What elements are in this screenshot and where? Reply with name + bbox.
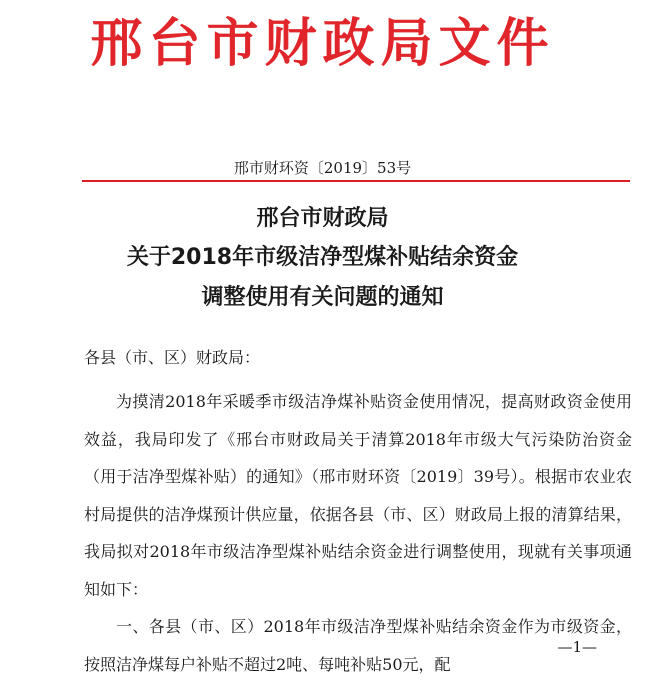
page-number: —1— — [557, 638, 597, 656]
document-number: 邢市财环资〔2019〕53号 — [233, 159, 412, 177]
title-line-3: 调整使用有关问题的通知 — [201, 285, 444, 310]
body-text — [84, 383, 632, 683]
masthead-title: 邢台市财政局文件 — [90, 14, 555, 74]
title-line-2: 关于2018年市级洁净型煤补贴结余资金 — [126, 245, 519, 270]
salutation: 各县（市、区）财政局： — [84, 348, 261, 367]
title-line-1: 邢台市财政局 — [256, 206, 389, 231]
red-divider-line — [82, 180, 630, 182]
paragraph-2: 一、各县（市、区）2018年市级洁净型煤补贴结余资金作为市级资金，按照洁净煤每户补贴不超过2吨、每吨补贴50元，配 — [84, 617, 632, 674]
paragraph-1: 为摸清2018年采暖季市级洁净煤补贴资金使用情况，提高财政资金使用效益，我局印发了《邢台市财政局关于清算2018年市级大气污染防治资金（用于洁净型煤补贴）的通知》（邢市财环资〔2019〕39号）。根据市农业农村局提供的洁净煤预计供应量，依据各县（市、区）财政局上报的清算结果，我局拟对2018年市级洁净型煤补贴结余资金进行调整使用，现就有关事项通知如下： — [84, 392, 632, 599]
